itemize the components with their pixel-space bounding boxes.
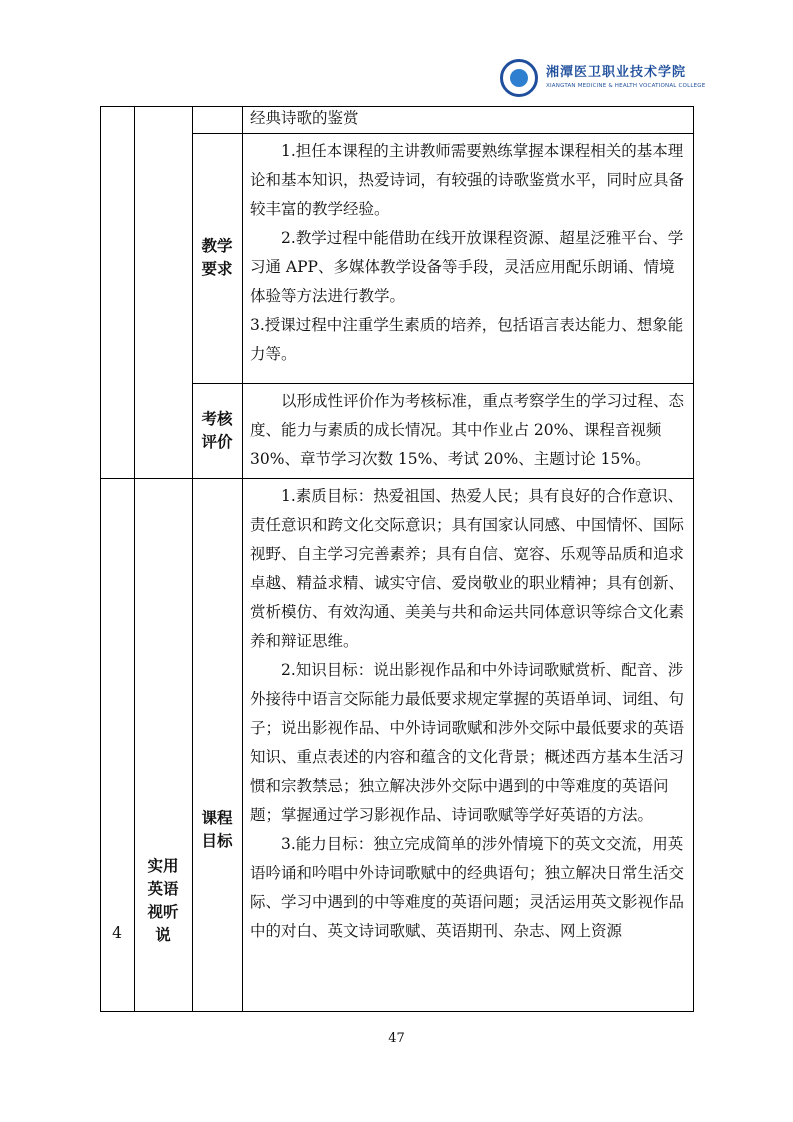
row-divider (100, 478, 694, 479)
assessment-cell (250, 387, 687, 474)
course-goals-cell (250, 482, 687, 946)
assessment-label: 考核 评价 (201, 410, 233, 451)
page-number: 47 (388, 1031, 405, 1046)
course-table (100, 106, 694, 1012)
teaching-requirements-label: 教学 要求 (201, 237, 233, 278)
college-name-en: XIANGTAN MEDICINE & HEALTH VOCATIONAL COLLEGE (546, 83, 706, 89)
table-border-bottom (100, 1011, 694, 1012)
table-border-right (693, 106, 694, 1012)
quality-goal: 1.素质目标：热爱祖国、热爱人民；具有良好的合作意识、责任意识和跨文化交际意识；具有国家认同感、中国情怀、国际视野、自主学习完善素养；具有自信、宽容、乐观等品质和追求卓越、精益求精、诚实守信、爱岗敬业的职业精神；具有创新、赏析模仿、有效沟通、美美与共和命运共同体意识等综合文化素养和辩证思维。 (250, 487, 685, 650)
course-goals-label: 课程 目标 (201, 809, 233, 850)
row-divider (192, 133, 694, 134)
college-logo (500, 57, 706, 99)
teaching-requirements-cell (250, 137, 687, 369)
course-number: 4 (112, 924, 122, 942)
college-emblem-icon (500, 59, 538, 97)
course-content-cell (250, 104, 686, 133)
column-divider (242, 106, 243, 1012)
table-border-left (100, 106, 101, 1012)
row-divider (192, 383, 694, 384)
ability-goal: 3.能力目标：独立完成简单的涉外情境下的英文交流，用英语吟诵和吟唱中外诗词歌赋中的经典语句；独立解决日常生活交际、学习中遇到的中等难度的英语问题；灵活运用英文影视作品中的对白、英文诗词歌赋、英语期刊、杂志、网上资源 (250, 835, 685, 940)
assessment-text: 以形成性评价作为考核标准，重点考察学生的学习过程、态度、能力与素质的成长情况。其中作业占 20%、课程音视频 30%、章节学习次数 15%、考试 20%、主题讨论 15%。 (250, 392, 685, 468)
course-content-text: 经典诗歌的鉴赏 (250, 109, 359, 127)
college-name-cn: 湘潭医卫职业技术学院 (546, 65, 687, 80)
course-name: 实用 英语 视听 说 (147, 857, 179, 944)
knowledge-goal: 2.知识目标：说出影视作品和中外诗词歌赋赏析、配音、涉外接待中语言交际能力最低要求规定掌握的英语单词、词组、句子；说出影视作品、中外诗词歌赋和涉外交际中最低要求的英语知识、重点表述的内容和蕴含的文化背景；概述西方基本生活习惯和宗教禁忌；独立解决涉外交际中遇到的中等难度的英语问题；掌握通过学习影视作品、诗词歌赋等学好英语的方法。 (250, 661, 685, 824)
teaching-requirement-item: 1.担任本课程的主讲教师需要熟练掌握本课程相关的基本理论和基本知识，热爱诗词，有较强的诗歌鉴赏水平，同时应具备较丰富的教学经验。 (250, 142, 685, 218)
teaching-requirement-item: 3.授课过程中注重学生素质的培养，包括语言表达能力、想象能力等。 (250, 316, 684, 363)
teaching-requirement-item: 2.教学过程中能借助在线开放课程资源、超星泛雅平台、学习通 APP、多媒体教学设备等手段，灵活应用配乐朗诵、情境体验等方法进行教学。 (250, 229, 684, 305)
